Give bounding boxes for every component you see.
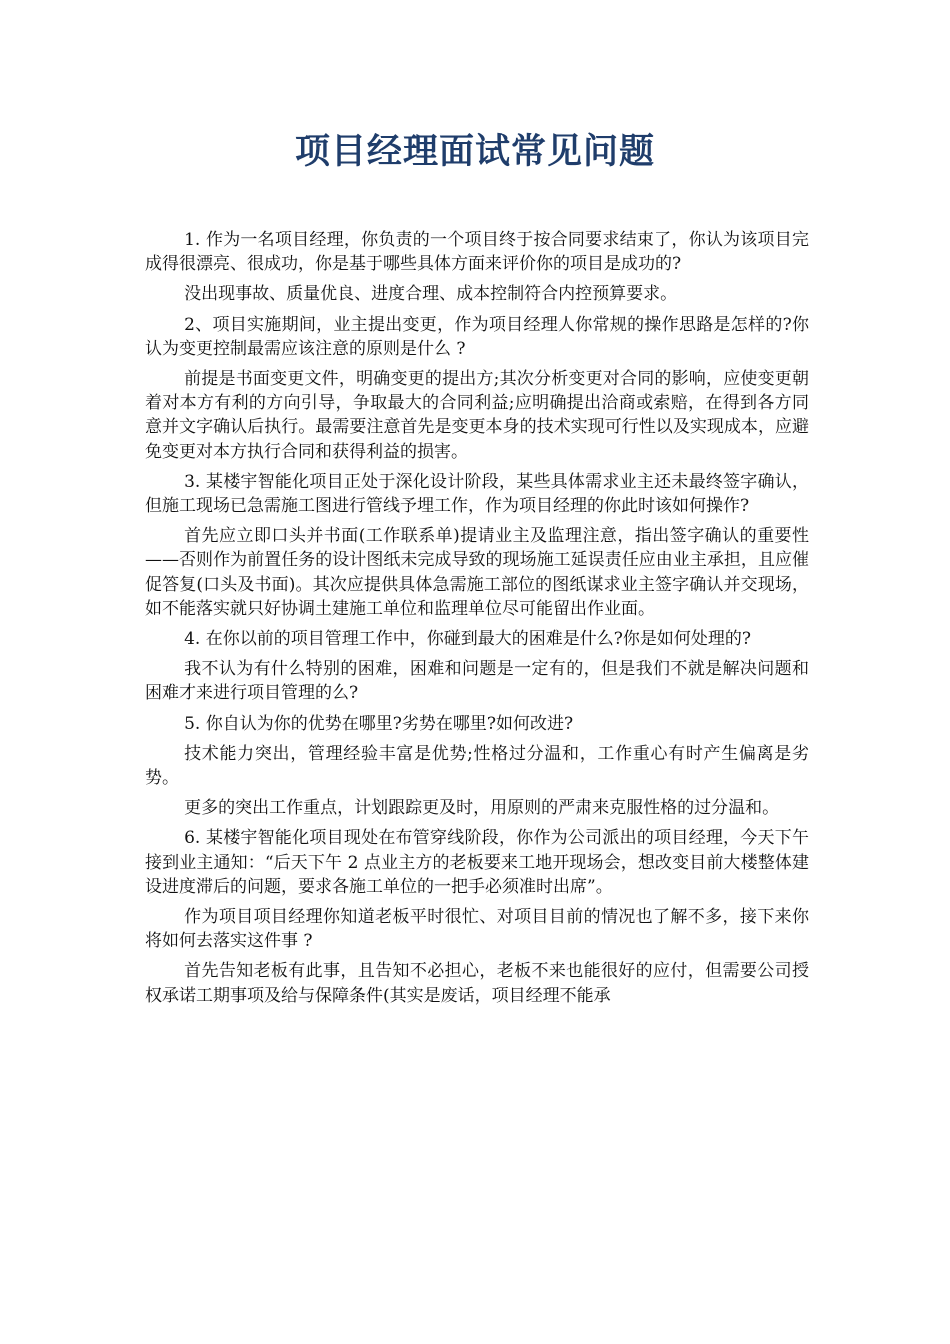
paragraph-question-4: 4. 在你以前的项目管理工作中，你碰到最大的困难是什么?你是如何处理的? xyxy=(184,629,751,650)
paragraph-answer-6: 首先告知老板有此事，且告知不必担心，老板不来也能很好的应付，但需要公司授权承诺工期事项及给与保障条件(其实是废话，项目经理不能承 xyxy=(145,961,809,1006)
page-title: 项目经理面试常见问题 xyxy=(294,131,655,172)
paragraph-answer-1: 没出现事故、质量优良、进度合理、成本控制符合内控预算要求。 xyxy=(184,284,678,305)
paragraph-answer-3: 首先应立即口头并书面(工作联系单)提请业主及监理注意，指出签字确认的重要性——否则作为前置任务的设计图纸未完成导致的现场施工延误责任应由业主承担，且应催促答复(口头及书面)。其次应提供具体急需施工部位的图纸谋求业主签字确认并交现场，如不能落实就只好协调土建施工单位和监理单位尽可能留出作业面。 xyxy=(145,526,809,619)
paragraph-question-1: 1. 作为一名项目经理，你负责的一个项目终于按合同要求结束了，你认为该项目完成得很漂亮、很成功，你是基于哪些具体方面来评价你的项目是成功的? xyxy=(145,230,809,275)
paragraph-answer-5b: 更多的突出工作重点，计划跟踪更及时，用原则的严肃来克服性格的过分温和。 xyxy=(184,798,780,819)
paragraph-answer-2: 前提是书面变更文件，明确变更的提出方;其次分析变更对合同的影响，应使变更朝着对本方有利的方向引导，争取最大的合同利益;应明确提出洽商或索赔，在得到各方同意并文字确认后执行。最需要注意首先是变更本身的技术实现可行性以及实现成本，应避免变更对本方执行合同和获得利益的损害。 xyxy=(145,369,809,462)
document-body xyxy=(145,228,809,1014)
paragraph-question-6: 6. 某楼宇智能化项目现处在布管穿线阶段，你作为公司派出的项目经理，今天下午接到业主通知：“后天下午 2 点业主方的老板要来工地开现场会，想改变目前大楼整体建设进度滞后的问题，要求各施工单位的一把手必须准时出席”。 xyxy=(145,828,809,897)
paragraph-question-2: 2、项目实施期间，业主提出变更，作为项目经理人你常规的操作思路是怎样的?你认为变更控制最需应该注意的原则是什么 ? xyxy=(145,314,809,359)
paragraph-answer-4: 我不认为有什么特别的困难，困难和问题是一定有的，但是我们不就是解决问题和困难才来进行项目管理的么? xyxy=(145,659,809,704)
paragraph-question-3: 3. 某楼宇智能化项目正处于深化设计阶段，某些具体需求业主还未最终签字确认，但施工现场已急需施工图进行管线予埋工作，作为项目经理的你此时该如何操作? xyxy=(145,471,809,517)
paragraph-question-6-followup: 作为项目项目经理你知道老板平时很忙、对项目目前的情况也了解不多，接下来你将如何去落实这件事 ? xyxy=(145,907,809,952)
paragraph-answer-5a: 技术能力突出，管理经验丰富是优势;性格过分温和，工作重心有时产生偏离是劣势。 xyxy=(145,743,809,789)
paragraph-question-5: 5. 你自认为你的优势在哪里?劣势在哪里?如何改进? xyxy=(184,713,574,734)
